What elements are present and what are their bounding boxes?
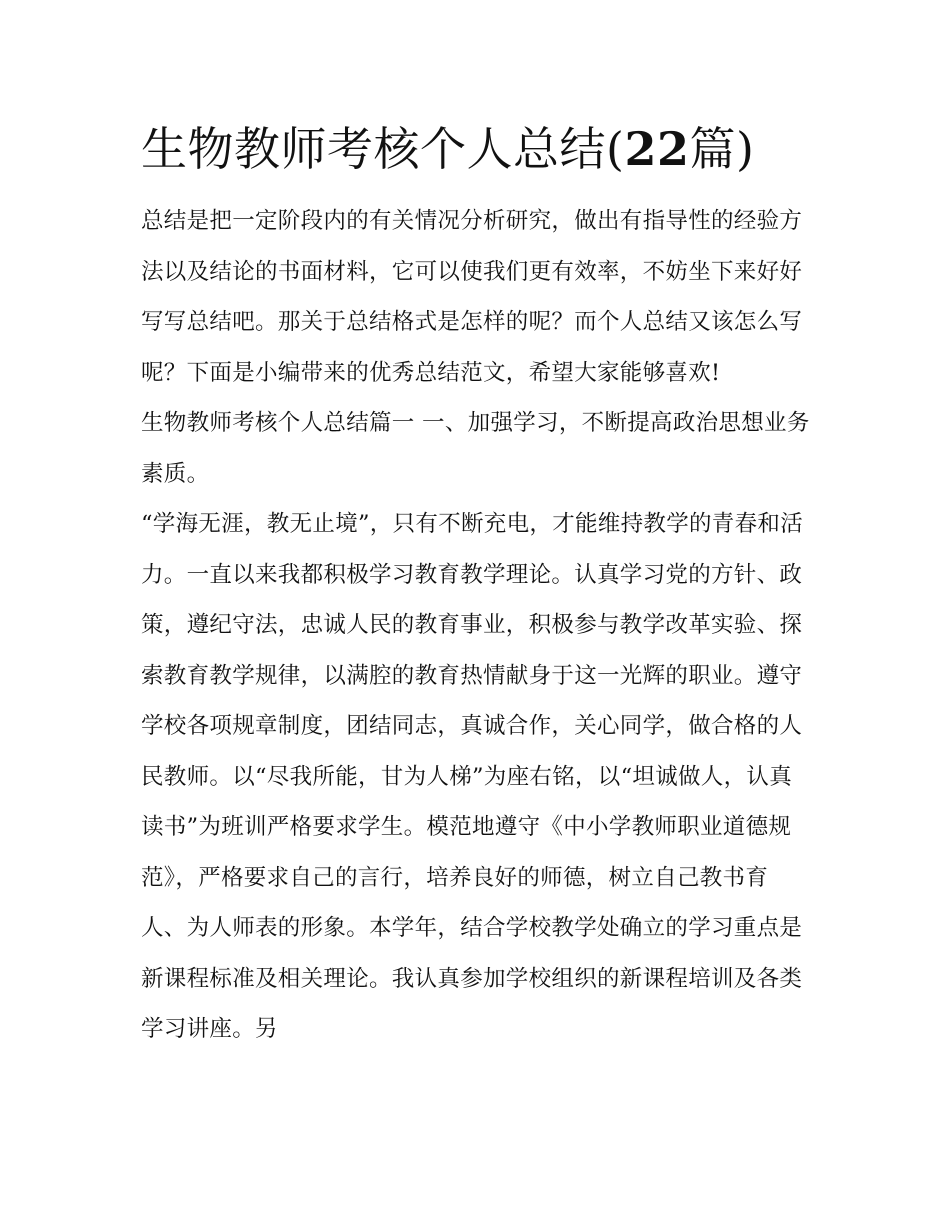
section-heading-paragraph: 生物教师考核个人总结篇一 一、加强学习，不断提高政治思想业务素质。 [141, 410, 810, 487]
intro-paragraph: 总结是把一定阶段内的有关情况分析研究，做出有指导性的经验方法以及结论的书面材料，它可以使我们更有效率，不妨坐下来好好写写总结吧。那关于总结格式是怎样的呢？而个人总结又该怎么写呢？下面是小编带来的优秀总结范文，希望大家能够喜欢! [141, 208, 803, 386]
title-suffix: 篇) [689, 122, 755, 176]
title-main: 生物教师考核个人总结( [141, 122, 625, 176]
title-count: 22 [624, 122, 690, 176]
body-paragraph: “学海无涯，教无止境”，只有不断充电，才能维持教学的青春和活力。一直以来我都积极学习教育教学理论。认真学习党的方针、政策，遵纪守法，忠诚人民的教育事业，积极参与教学改革实验、探索教育教学规律，以满腔的教育热情献身于这一光辉的职业。遵守学校各项规章制度，团结同志，真诚合作，关心同学，做合格的人民教师。以“尽我所能，甘为人梯”为座右铭，以“坦诚做人，认真读书”为班训严格要求学生。模范地遵守《中小学教师职业道德规范》，严格要求自己的言行，培养良好的师德，树立自己教书育人、为人师表的形象。本学年，结合学校教学处确立的学习重点是新课程标准及相关理论。我认真参加学校组织的新课程培训及各类学习讲座。另 [141, 511, 804, 1042]
document-title [141, 118, 811, 180]
document-body [141, 118, 811, 1055]
